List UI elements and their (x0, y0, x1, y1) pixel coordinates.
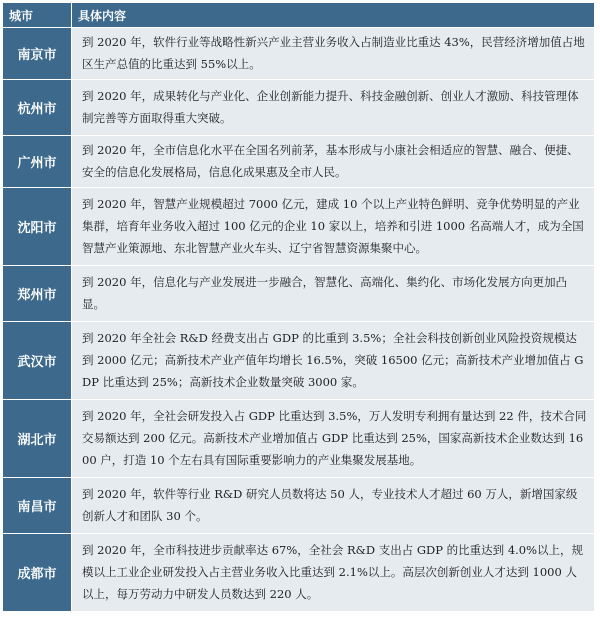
city-content: 到 2020 年，信息化与产业发展进一步融合，智慧化、高端化、集约化、市场化发展方向更加凸显。 (72, 266, 595, 322)
city-content: 到 2020 年全社会 R&D 经费支出占 GDP 的比重到 3.5%；全社会科技创新创业风险投资规模达到 2000 亿元；高新技术产业产值年均增长 16.5%，突破 16500 亿元；高新技术产业增加值占 GDP 比重达到 25%；高新技术企业数量突破 3000 家。 (72, 322, 595, 400)
table-row (3, 80, 595, 136)
city-name: 成都市 (3, 534, 72, 612)
city-name: 广州市 (3, 136, 72, 188)
city-name: 南昌市 (3, 478, 72, 534)
city-content: 到 2020 年，全市科技进步贡献率达 67%，全社会 R&D 支出占 GDP 的比重达到 4.0%以上，规模以上工业企业研发投入占主营业务收入比重达到 2.1%以上。高层次创新创业人才达到 1000 人以上，每万劳动力中研发人员数达到 220 人。 (72, 534, 595, 612)
table-row (3, 188, 595, 266)
table-header-row (3, 3, 595, 28)
city-content: 到 2020 年，软件等行业 R&D 研究人员数将达 50 人，专业技术人才超过 60 万人，新增国家级创新人才和团队 30 个。 (72, 478, 595, 534)
table-row (3, 400, 595, 478)
table-row (3, 266, 595, 322)
table-row (3, 322, 595, 400)
city-content: 到 2020 年，全市信息化水平在全国名列前茅，基本形成与小康社会相适应的智慧、融合、便捷、安全的信息化发展格局，信息化成果惠及全市人民。 (72, 136, 595, 188)
city-name: 湖北市 (3, 400, 72, 478)
table-row (3, 136, 595, 188)
city-content: 到 2020 年，全社会研发投入占 GDP 比重达到 3.5%，万人发明专利拥有量达到 22 件，技术合同交易额达到 200 亿元。高新技术产业增加值占 GDP 比重达到 25%，国家高新技术企业数达到 1600 户，打造 10 个左右具有国际重要影响力的产业集聚发展基地。 (72, 400, 595, 478)
table-row (3, 28, 595, 80)
city-name: 杭州市 (3, 80, 72, 136)
city-name: 沈阳市 (3, 188, 72, 266)
city-content: 到 2020 年，软件行业等战略性新兴产业主营业务收入占制造业比重达 43%，民营经济增加值占地区生产总值的比重达到 55%以上。 (72, 28, 595, 80)
city-content: 到 2020 年，智慧产业规模超过 7000 亿元，建成 10 个以上产业特色鲜明、竞争优势明显的产业集群，培育年业务收入超过 100 亿元的企业 10 家以上，培养和引进 1000 名高端人才，成为全国智慧产业策源地、东北智慧产业火车头、辽宁省智慧资源集聚中心。 (72, 188, 595, 266)
city-plan-table (2, 2, 595, 612)
city-name: 郑州市 (3, 266, 72, 322)
city-name: 武汉市 (3, 322, 72, 400)
header-city: 城市 (3, 3, 72, 28)
city-name: 南京市 (3, 28, 72, 80)
city-content: 到 2020 年，成果转化与产业化、企业创新能力提升、科技金融创新、创业人才激励、科技管理体制完善等方面取得重大突破。 (72, 80, 595, 136)
header-content: 具体内容 (72, 3, 595, 28)
table-row (3, 478, 595, 534)
table-row (3, 534, 595, 612)
